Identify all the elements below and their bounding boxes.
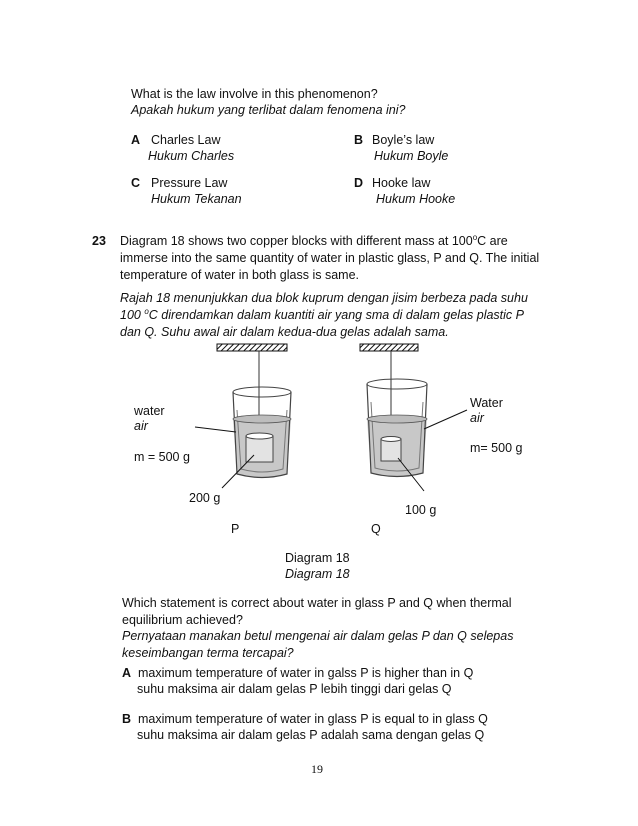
pointer-water-p — [195, 427, 236, 432]
q22-option-c-my: Hukum Tekanan — [151, 192, 242, 206]
q23-number: 23 — [92, 234, 106, 248]
q23-stem-my-line1: Rajah 18 menunjukkan dua blok kuprum dengan jisim berbeza pada suhu — [120, 291, 528, 305]
q23-stem-my-line2: 100 $^o$C direndamkan dalam kuantiti air yang sma di dalam gelas plastic P — [120, 307, 524, 322]
q22-option-d-my: Hukum Hooke — [376, 192, 456, 206]
q23-question-en-line2: equilibrium achieved? — [122, 613, 243, 627]
q23-option-a-en: maximum temperature of water in galss P is higher than in Q — [131, 666, 474, 680]
q23-option-b — [122, 712, 488, 726]
q23-option-a — [122, 666, 473, 680]
q23-question-en-line1: Which statement is correct about water in glass P and Q when thermal — [122, 596, 512, 610]
q23-option-b-en: maximum temperature of water in glass P is equal to in glass Q — [131, 712, 488, 726]
q23-stem-en-line1: Diagram 18 shows two copper blocks with different mass at 100$^o$C are — [120, 233, 508, 248]
q22-option-d-letter: D — [354, 176, 364, 190]
glass-q-rim — [367, 379, 427, 389]
label-water-q-en: Water — [470, 396, 503, 410]
label-block-mass-q: 100 g — [405, 503, 437, 517]
label-water-q-my: air — [470, 411, 484, 425]
q23-question-my-line1: Pernyataan manakan betul mengenai air dalam gelas P dan Q selepas — [122, 629, 514, 643]
q22-question-my: Apakah hukum yang terlibat dalam fenomena ini? — [131, 103, 406, 117]
label-glass-p: P — [231, 522, 240, 536]
q22-option-a-letter: A — [131, 133, 141, 147]
label-water-p-my: air — [134, 419, 148, 433]
water-q-surface — [367, 415, 427, 423]
q22-option-b-my: Hukum Boyle — [374, 149, 449, 163]
label-mass-water-q: m= 500 g — [470, 441, 523, 455]
q23-question-my — [122, 628, 513, 662]
label-block-mass-p: 200 g — [189, 491, 221, 505]
label-glass-q: Q — [371, 522, 381, 536]
q22-option-b-en: Boyle’s law — [372, 133, 435, 147]
copper-block-q — [381, 439, 401, 461]
q23-stem-en-line2: immerse into the same quantity of water in plastic glass, P and Q. The initial — [120, 251, 540, 265]
glass-q — [360, 344, 467, 491]
q23-question-en — [122, 595, 512, 629]
q23-option-b-my: suhu maksima air dalam gelas P adalah sama dengan gelas Q — [137, 728, 485, 742]
q22-option-d-en: Hooke law — [372, 176, 431, 190]
glass-p-rim — [233, 387, 291, 397]
water-p-surface — [233, 415, 291, 423]
diagram-caption-en: Diagram 18 — [285, 551, 350, 565]
q22-question-en: What is the law involve in this phenomenon? — [131, 87, 378, 101]
q23-question-my-line2: keseimbangan terma tercapai? — [122, 646, 294, 660]
q22-option-b-letter: B — [354, 133, 364, 147]
label-mass-water-p: m = 500 g — [134, 450, 190, 464]
copper-block-p — [246, 436, 273, 462]
q22-option-a-my: Hukum Charles — [148, 149, 235, 163]
q22-option-a-en: Charles Law — [151, 133, 221, 147]
q23-stem-my-line3: dan Q. Suhu awal air dalam kedua-dua gelas adalah sama. — [120, 325, 449, 339]
glass-p — [195, 344, 291, 488]
diagram-caption-my: Diagram 18 — [285, 567, 350, 581]
ceiling-support-p — [217, 344, 287, 351]
label-water-p-en: water — [134, 404, 165, 418]
page-number: 19 — [311, 762, 323, 776]
pointer-water-q — [424, 410, 467, 429]
q23-option-b-letter: B — [122, 712, 132, 726]
q23-stem-en-line3: temperature of water in both glass is same. — [120, 268, 360, 282]
ceiling-support-q — [360, 344, 418, 351]
q23-option-a-my: suhu maksima air dalam gelas P lebih tinggi dari gelas Q — [137, 682, 452, 696]
q22-option-c-en: Pressure Law — [151, 176, 228, 190]
q22-option-c-letter: C — [131, 176, 141, 190]
q23-option-a-letter: A — [122, 666, 132, 680]
